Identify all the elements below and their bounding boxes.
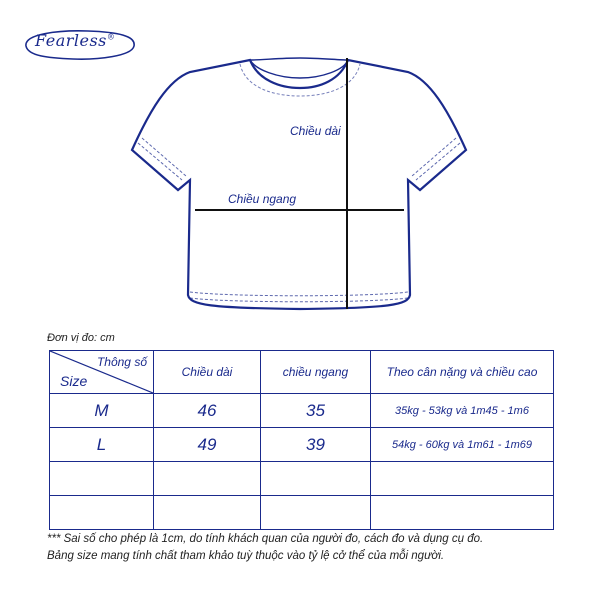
table-header-row (50, 351, 554, 394)
length-cell: 46 (154, 394, 261, 428)
length-label: Chiều dài (290, 124, 341, 138)
note-reference: Bảng size mang tính chất tham khảo tuỳ thuộc vào tỷ lệ cở thể của mỗi người. (47, 550, 445, 562)
table-row (50, 496, 554, 530)
length-cell (154, 496, 261, 530)
width-cell (261, 496, 371, 530)
fit-cell: 35kg - 53kg và 1m45 - 1m6 (371, 394, 554, 428)
brand-logo: Fearless® (35, 31, 116, 50)
header-length: Chiều dài (154, 351, 261, 394)
table-corner-cell (50, 351, 154, 394)
unit-label: Đơn vị đo: cm (47, 332, 115, 344)
width-cell: 35 (261, 394, 371, 428)
corner-top-label: Thông số (96, 355, 147, 369)
note-tolerance: *** Sai số cho phép là 1cm, do tính khách quan của người đo, cách đo và dụng cụ đo. (47, 533, 484, 545)
header-width: chiều ngang (261, 351, 371, 394)
size-cell (50, 462, 154, 496)
corner-bottom-label: Size (60, 373, 88, 389)
header-fit: Theo cân nặng và chiều cao (371, 351, 554, 394)
width-cell (261, 462, 371, 496)
fit-cell (371, 462, 554, 496)
fit-cell: 54kg - 60kg và 1m61 - 1m69 (371, 428, 554, 462)
fit-cell (371, 496, 554, 530)
size-cell: L (50, 428, 154, 462)
table-row (50, 394, 554, 428)
table-row (50, 462, 554, 496)
width-label: Chiều ngang (228, 192, 297, 206)
size-cell (50, 496, 154, 530)
width-cell: 39 (261, 428, 371, 462)
size-table (49, 350, 554, 530)
length-cell (154, 462, 261, 496)
size-cell: M (50, 394, 154, 428)
table-row (50, 428, 554, 462)
length-cell: 49 (154, 428, 261, 462)
